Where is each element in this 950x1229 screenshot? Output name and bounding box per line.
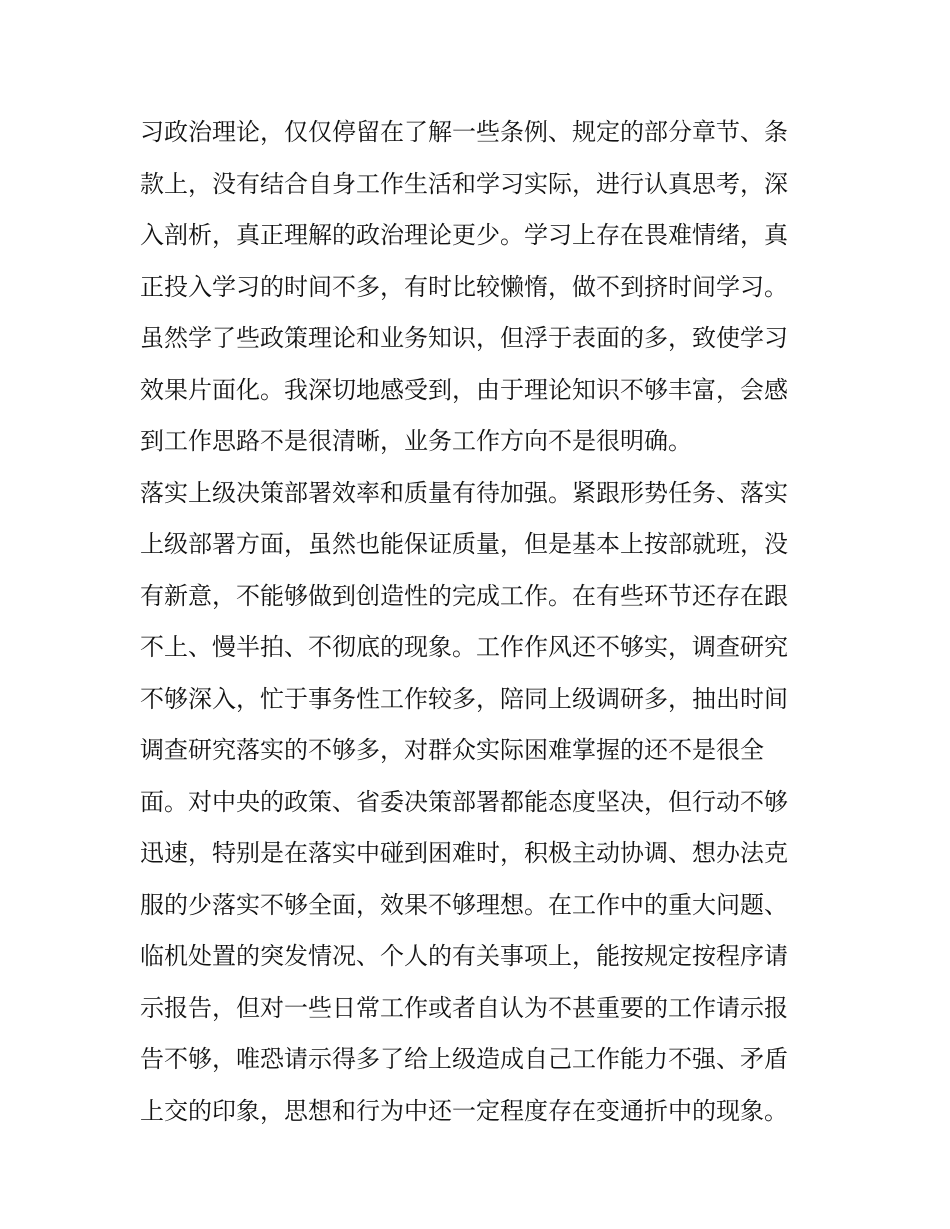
text-line: 到工作思路不是很清晰，业务工作方向不是很明确。 [140,427,692,455]
text-line: 迅速，特别是在落实中碰到困难时，积极主动协调、想办法克 [140,839,788,867]
text-line: 临机处置的突发情况、个人的有关事项上，能按规定按程序请 [140,942,788,970]
text-line: 不上、慢半拍、不彻底的现象。工作作风还不够实，调查研究 [140,633,788,661]
text-line: 有新意，不能够做到创造性的完成工作。在有些环节还存在跟 [140,581,788,610]
text-line: 上级部署方面，虽然也能保证质量，但是基本上按部就班，没 [140,530,788,558]
text-line: 服的少落实不够全面，效果不够理想。在工作中的重大问题、 [140,890,788,919]
text-line: 入剖析，真正理解的政治理论更少。学习上存在畏难情绪，真 [140,221,788,249]
text-line: 上交的印象，思想和行为中还一定程度存在变通折中的现象。 [140,1096,788,1125]
text-line: 示报告，但对一些日常工作或者自认为不甚重要的工作请示报 [140,993,788,1022]
text-line: 落实上级决策部署效率和质量有待加强。紧跟形势任务、落实 [140,478,788,507]
body-text [140,107,830,1137]
text-line: 面。对中央的政策、省委决策部署都能态度坚决，但行动不够 [140,787,788,816]
text-line: 告不够，唯恐请示得多了给上级造成自己工作能力不强、矛盾 [140,1045,788,1073]
text-line: 虽然学了些政策理论和业务知识，但浮于表面的多，致使学习 [140,324,788,352]
text-line: 习政治理论，仅仅停留在了解一些条例、规定的部分章节、条 [140,118,788,146]
text-line: 不够深入，忙于事务性工作较多，陪同上级调研多，抽出时间 [140,684,788,713]
text-line: 效果片面化。我深切地感受到，由于理论知识不够丰富，会感 [140,375,788,404]
text-line: 正投入学习的时间不多，有时比较懒惰，做不到挤时间学习。 [140,272,788,301]
text-line: 调查研究落实的不够多，对群众实际困难掌握的还不是很全 [140,736,764,764]
text-line: 款上，没有结合自身工作生活和学习实际，进行认真思考，深 [140,169,788,198]
